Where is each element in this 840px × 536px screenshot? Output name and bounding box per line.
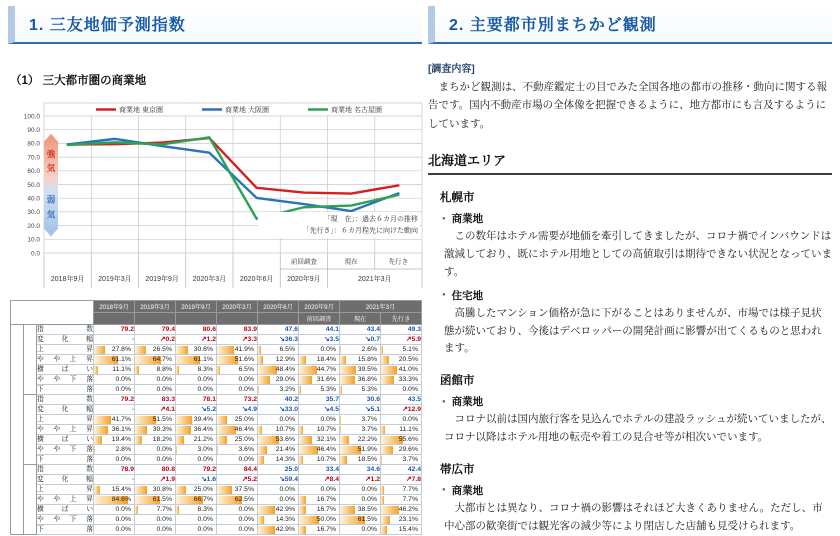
city-paragraph: 高騰したマンション価格が急に下がることはありませんが、市場では様子見状態が続いており、今後はデベロッパーの開発計画に影響が出てくるものと思われます。	[444, 307, 822, 355]
chart-legend	[66, 104, 396, 116]
index-value: 78.9	[94, 465, 135, 475]
region-label: 名古屋圏	[24, 465, 37, 535]
index-value: 79.2	[176, 465, 217, 475]
share-value: 5.1%	[381, 345, 422, 355]
share-value: 0.0%	[135, 525, 176, 535]
share-value: 0.0%	[94, 385, 135, 395]
section1-title: 1. 三友地価予測指数	[8, 6, 422, 44]
change-value: ↘1.6	[176, 475, 217, 485]
sub-header: 前回調査	[299, 313, 340, 325]
index-value: 83.9	[217, 325, 258, 335]
share-value: 41.7%	[94, 415, 135, 425]
share-value: 0.0%	[176, 375, 217, 385]
land-type-heading	[442, 288, 832, 303]
row-label: やや上昇	[37, 356, 93, 363]
share-value: 3.6%	[217, 445, 258, 455]
row-label: 上昇	[37, 486, 93, 493]
row-label: やや下落	[37, 376, 93, 383]
share-value: 19.4%	[94, 435, 135, 445]
share-value: 46.4%	[217, 425, 258, 435]
svg-text:80.0: 80.0	[27, 140, 40, 148]
row-label: 下落	[37, 526, 93, 533]
table-row	[11, 415, 422, 425]
share-value: 0.0%	[176, 455, 217, 465]
sub-header: 現在	[340, 313, 381, 325]
index-value: 47.6	[258, 325, 299, 335]
svg-text:「現 在」：過去６カ月の推移: 「現 在」：過去６カ月の推移	[323, 216, 418, 223]
share-value: 25.0%	[176, 485, 217, 495]
svg-text:50.0: 50.0	[27, 181, 40, 189]
corner-label: 商業地	[11, 325, 24, 535]
share-value: 31.6%	[299, 375, 340, 385]
share-value: 0.0%	[135, 375, 176, 385]
change-value: ↘59.4	[258, 475, 299, 485]
city-report-list	[428, 189, 832, 535]
share-value: 53.6%	[258, 435, 299, 445]
share-value: 0.0%	[299, 345, 340, 355]
svg-text:60.0: 60.0	[27, 168, 40, 176]
svg-text:商業地 東京圏: 商業地 東京圏	[119, 107, 163, 114]
share-value: 16.7%	[299, 525, 340, 535]
table-row	[11, 405, 422, 415]
share-value: 41.9%	[217, 345, 258, 355]
svg-text:商業地 大阪圏: 商業地 大阪圏	[225, 107, 269, 114]
bullet-icon: ●	[442, 292, 446, 299]
chart-annotation	[258, 212, 420, 238]
change-value: ↗7.8	[381, 475, 422, 485]
share-value: 18.5%	[340, 455, 381, 465]
change-value: -	[94, 335, 135, 345]
land-type-heading	[442, 211, 832, 226]
region-label: 東京圏	[24, 325, 37, 395]
change-value: -	[94, 475, 135, 485]
index-value: 84.4	[217, 465, 258, 475]
share-value: 27.8%	[94, 345, 135, 355]
svg-text:2018年9月: 2018年9月	[50, 276, 85, 283]
share-value: 50.0%	[299, 515, 340, 525]
land-type-label: 商業地	[451, 396, 484, 409]
svg-text:2020年3月: 2020年3月	[192, 276, 227, 283]
row-label: 指数	[37, 396, 93, 403]
change-value: ↗0.2	[135, 335, 176, 345]
land-type-label: 商業地	[451, 213, 484, 226]
share-value: 2.6%	[340, 345, 381, 355]
row-label: 指数	[37, 326, 93, 333]
share-value: 0.0%	[340, 485, 381, 495]
svg-text:強: 強	[46, 149, 56, 160]
share-value: 61.1%	[94, 355, 135, 365]
share-value: 3.7%	[340, 415, 381, 425]
share-value: 6.5%	[217, 365, 258, 375]
index-value: 25.0	[258, 465, 299, 475]
share-value: 51.5%	[135, 415, 176, 425]
share-value: 23.1%	[381, 515, 422, 525]
share-value: 18.2%	[135, 435, 176, 445]
share-value: 0.0%	[176, 385, 217, 395]
share-value: 16.7%	[299, 505, 340, 515]
row-label: 上昇	[37, 346, 93, 353]
svg-text:気: 気	[46, 209, 56, 220]
share-value: 51.6%	[217, 355, 258, 365]
index-value: 73.2	[217, 395, 258, 405]
share-value: 32.1%	[299, 435, 340, 445]
area-heading-hokkaido: 北海道エリア	[428, 150, 832, 175]
svg-text:0.0: 0.0	[30, 250, 40, 258]
share-value: 0.0%	[299, 415, 340, 425]
change-value: ↗12.9	[381, 405, 422, 415]
share-value: 30.6%	[176, 345, 217, 355]
share-value: 0.0%	[217, 375, 258, 385]
chart-svg	[8, 100, 428, 290]
share-value: 0.0%	[176, 525, 217, 535]
share-value: 0.0%	[299, 485, 340, 495]
index-value: 43.4	[340, 325, 381, 335]
svg-text:70.0: 70.0	[27, 154, 40, 162]
share-value: 0.0%	[258, 485, 299, 495]
share-value: 0.0%	[94, 375, 135, 385]
svg-text:100.0: 100.0	[23, 113, 40, 121]
row-label: 下落	[37, 456, 93, 463]
share-value: 0.0%	[135, 385, 176, 395]
svg-text:2020年9月: 2020年9月	[287, 276, 321, 283]
row-label: やや下落	[37, 446, 93, 453]
share-value: 64.7%	[135, 355, 176, 365]
share-value: 7.7%	[381, 495, 422, 505]
svg-text:「先行き」：６カ月程先に向けた動向: 「先行き」：６カ月程先に向けた動向	[302, 227, 418, 235]
bullet-icon: ●	[442, 215, 446, 222]
share-value: 18.4%	[299, 355, 340, 365]
change-value: ↘4.5	[299, 405, 340, 415]
share-value: 44.7%	[299, 365, 340, 375]
row-label: 横ばい	[37, 366, 93, 373]
share-value: 10.7%	[258, 425, 299, 435]
bullet-icon: ●	[442, 487, 446, 494]
row-label: やや上昇	[37, 496, 93, 503]
col-header: 2020年3月	[217, 301, 258, 313]
change-value: ↗8.4	[299, 475, 340, 485]
index-value: 80.6	[176, 325, 217, 335]
table-row	[11, 445, 422, 455]
table-row	[11, 375, 422, 385]
change-value: ↘33.0	[258, 405, 299, 415]
share-value: 3.7%	[381, 455, 422, 465]
right-column	[428, 6, 832, 532]
change-value: ↗4.1	[135, 405, 176, 415]
col-header: 2020年9月	[299, 301, 340, 313]
index-value: 78.1	[176, 395, 217, 405]
share-value: 0.0%	[217, 525, 258, 535]
share-value: 0.0%	[217, 385, 258, 395]
share-value: 29.6%	[381, 445, 422, 455]
sentiment-gauge	[44, 134, 58, 237]
share-value: 36.4%	[176, 425, 217, 435]
table-row	[11, 465, 422, 475]
index-value: 42.4	[381, 465, 422, 475]
survey-content-label: [調査内容]	[428, 64, 475, 75]
share-value: 15.4%	[381, 525, 422, 535]
share-value: 51.9%	[340, 445, 381, 455]
row-label: 横ばい	[37, 436, 93, 443]
index-value: 83.3	[135, 395, 176, 405]
share-value: 39.5%	[340, 365, 381, 375]
table-body	[11, 325, 422, 535]
table-row	[11, 385, 422, 395]
col-header: 2020年6月	[258, 301, 299, 313]
header-row-dates	[11, 301, 422, 313]
change-value: ↗1.2	[176, 335, 217, 345]
share-value: 16.7%	[299, 495, 340, 505]
share-value: 41.0%	[381, 365, 422, 375]
share-value: 61.5%	[135, 495, 176, 505]
share-value: 8.3%	[176, 365, 217, 375]
change-value: ↘36.3	[258, 335, 299, 345]
share-value: 5.3%	[340, 385, 381, 395]
svg-text:10.0: 10.0	[27, 236, 40, 244]
share-value: 46.2%	[381, 505, 422, 515]
commercial-land-index-chart	[8, 100, 428, 290]
share-value: 3.0%	[176, 445, 217, 455]
price-index-table	[10, 300, 422, 535]
svg-text:気: 気	[46, 162, 56, 173]
index-value: 80.8	[135, 465, 176, 475]
share-value: 0.0%	[135, 445, 176, 455]
table-row	[11, 525, 422, 535]
row-label: 変化幅	[37, 406, 93, 413]
share-value: 21.2%	[176, 435, 217, 445]
table-row	[11, 485, 422, 495]
share-value: 0.0%	[217, 505, 258, 515]
table-row	[11, 365, 422, 375]
table-row	[11, 355, 422, 365]
share-value: 7.7%	[135, 505, 176, 515]
city-name: 函館市	[440, 375, 475, 388]
share-value: 21.4%	[258, 445, 299, 455]
share-value: 29.0%	[258, 375, 299, 385]
share-value: 0.0%	[94, 515, 135, 525]
share-value: 84.6%	[94, 495, 135, 505]
share-value: 0.0%	[381, 415, 422, 425]
row-label: 下落	[37, 386, 93, 393]
share-value: 3.2%	[258, 385, 299, 395]
city-name: 帯広市	[440, 463, 475, 476]
col-header: 2018年9月	[94, 301, 135, 313]
share-value: 61.5%	[340, 515, 381, 525]
share-value: 15.4%	[94, 485, 135, 495]
col-header: 2019年3月	[135, 301, 176, 313]
svg-text:現在: 現在	[344, 258, 358, 266]
share-value: 14.3%	[258, 455, 299, 465]
table-row	[11, 495, 422, 505]
city-paragraph: この数年はホテル需要が地価を牽引してきましたが、コロナ禍でインバウンドは激減しており、既にホテル用地としての高値取引は期待できない状況となっています。	[444, 231, 832, 278]
table-row	[11, 325, 422, 335]
sub-header: 先行き	[381, 313, 422, 325]
city-paragraph: 大都市とは異なり、コロナ禍の影響はそれほど大きくありません。ただし、市中心部の歓楽街では観光客の減少等により閉店した店舗も見受けられます。	[444, 502, 823, 532]
svg-text:2021年3月: 2021年3月	[358, 276, 392, 283]
index-value: 35.7	[299, 395, 340, 405]
share-value: 30.8%	[135, 485, 176, 495]
svg-text:20.0: 20.0	[27, 222, 40, 230]
share-value: 11.1%	[94, 365, 135, 375]
share-value: 26.5%	[135, 345, 176, 355]
row-label: 指数	[37, 466, 93, 473]
share-value: 36.1%	[94, 425, 135, 435]
share-value: 25.0%	[217, 415, 258, 425]
col-header: 2021年3月	[340, 301, 422, 313]
survey-content-text: まちかど観測は、不動産鑑定士の目でみた全国各地の都市の推移・動向に関する報告です。国内不動産市場の全体像を把握できるように、地方都市にも言及するようにしています。	[428, 82, 827, 130]
share-value: 0.0%	[217, 455, 258, 465]
table-row	[11, 335, 422, 345]
share-value: 10.7%	[299, 425, 340, 435]
share-value: 0.0%	[340, 495, 381, 505]
change-value: ↘5.2	[176, 405, 217, 415]
city-name: 札幌市	[440, 192, 475, 205]
index-value: 40.2	[258, 395, 299, 405]
share-value: 0.0%	[94, 455, 135, 465]
share-value: 10.7%	[299, 455, 340, 465]
col-header: 2019年9月	[176, 301, 217, 313]
share-value: 42.9%	[258, 505, 299, 515]
table-row	[11, 515, 422, 525]
change-value: ↘0.7	[340, 335, 381, 345]
share-value: 61.1%	[176, 355, 217, 365]
land-type-heading	[442, 394, 832, 409]
change-value: -	[94, 405, 135, 415]
share-value: 46.4%	[299, 445, 340, 455]
share-value: 0.0%	[135, 455, 176, 465]
land-type-label: 商業地	[451, 484, 484, 497]
table-row	[11, 425, 422, 435]
row-label: やや下落	[37, 516, 93, 523]
share-value: 55.6%	[381, 435, 422, 445]
change-value: ↘5.1	[340, 405, 381, 415]
city-paragraph: コロナ以前は国内旅行客を見込んでホテルの建設ラッシュが続いていましたが、コロナ以降はホテル用地の転売や着工の見合せ等が相次いでいます。	[444, 414, 832, 444]
left-column	[8, 6, 422, 533]
change-value: ↗1.9	[135, 475, 176, 485]
region-label: 大阪圏	[24, 395, 37, 465]
svg-text:弱: 弱	[46, 194, 56, 205]
share-value: 8.3%	[176, 505, 217, 515]
svg-text:2019年9月: 2019年9月	[145, 276, 179, 283]
row-label: やや上昇	[37, 426, 93, 433]
share-value: 0.0%	[135, 515, 176, 525]
svg-text:2019年3月: 2019年3月	[98, 276, 132, 283]
table-row	[11, 345, 422, 355]
svg-text:90.0: 90.0	[27, 127, 40, 134]
share-value: 0.0%	[94, 505, 135, 515]
change-value: ↘3.5	[299, 335, 340, 345]
share-value: 6.5%	[258, 345, 299, 355]
share-value: 39.4%	[176, 415, 217, 425]
row-label: 横ばい	[37, 506, 93, 513]
share-value: 0.0%	[258, 415, 299, 425]
index-value: 79.4	[135, 325, 176, 335]
land-type-heading	[442, 483, 832, 498]
share-value: 20.5%	[381, 355, 422, 365]
share-value: 38.5%	[340, 505, 381, 515]
share-value: 0.0%	[258, 495, 299, 505]
table-row	[11, 395, 422, 405]
share-value: 14.3%	[258, 515, 299, 525]
bullet-icon: ●	[442, 398, 446, 405]
table-row	[11, 455, 422, 465]
share-value: 30.3%	[135, 425, 176, 435]
share-value: 25.0%	[217, 435, 258, 445]
svg-text:前回調査: 前回調査	[290, 258, 317, 266]
share-value: 66.7%	[176, 495, 217, 505]
change-value: ↗5.2	[217, 475, 258, 485]
share-value: 37.5%	[217, 485, 258, 495]
svg-text:商業地 名古屋圏: 商業地 名古屋圏	[331, 107, 382, 114]
svg-text:30.0: 30.0	[27, 209, 40, 217]
svg-text:40.0: 40.0	[27, 195, 40, 203]
section1-subtitle: （1） 三大都市圏の商業地	[10, 75, 147, 87]
share-value: 0.0%	[340, 525, 381, 535]
section2-title: 2. 主要都市別まちかど観測	[428, 6, 832, 44]
share-value: 42.9%	[258, 525, 299, 535]
share-value: 0.0%	[217, 515, 258, 525]
x-axis-labels	[51, 257, 408, 284]
share-value: 62.5%	[217, 495, 258, 505]
change-value: ↗3.3	[217, 335, 258, 345]
share-value: 12.9%	[258, 355, 299, 365]
share-value: 22.2%	[340, 435, 381, 445]
share-value: 15.8%	[340, 355, 381, 365]
index-value: 34.6	[340, 465, 381, 475]
svg-text:2020年6月: 2020年6月	[239, 276, 274, 283]
share-value: 0.0%	[176, 515, 217, 525]
change-value: ↘4.9	[217, 405, 258, 415]
index-value: 79.2	[94, 325, 135, 335]
index-value: 43.5	[381, 395, 422, 405]
share-value: 0.0%	[94, 525, 135, 535]
index-value: 30.6	[340, 395, 381, 405]
share-value: 11.1%	[381, 425, 422, 435]
index-value: 49.3	[381, 325, 422, 335]
row-label: 変化幅	[37, 476, 93, 483]
table-header	[11, 301, 422, 325]
change-value: ↗5.9	[381, 335, 422, 345]
table-row	[11, 475, 422, 485]
share-value: 7.7%	[381, 485, 422, 495]
row-label: 変化幅	[37, 336, 93, 343]
share-value: 3.7%	[340, 425, 381, 435]
svg-text:先行き: 先行き	[388, 258, 409, 266]
share-value: 5.3%	[299, 385, 340, 395]
land-type-label: 住宅地	[451, 289, 484, 302]
change-value: ↗1.2	[340, 475, 381, 485]
row-label: 上昇	[37, 416, 93, 423]
table-row	[11, 435, 422, 445]
index-value: 79.2	[94, 395, 135, 405]
share-value: 36.8%	[340, 375, 381, 385]
share-value: 2.8%	[94, 445, 135, 455]
table-row	[11, 505, 422, 515]
index-value: 44.1	[299, 325, 340, 335]
share-value: 48.4%	[258, 365, 299, 375]
share-value: 33.3%	[381, 375, 422, 385]
share-value: 0.0%	[381, 385, 422, 395]
index-value: 33.4	[299, 465, 340, 475]
share-value: 8.8%	[135, 365, 176, 375]
gridlines	[24, 103, 422, 288]
